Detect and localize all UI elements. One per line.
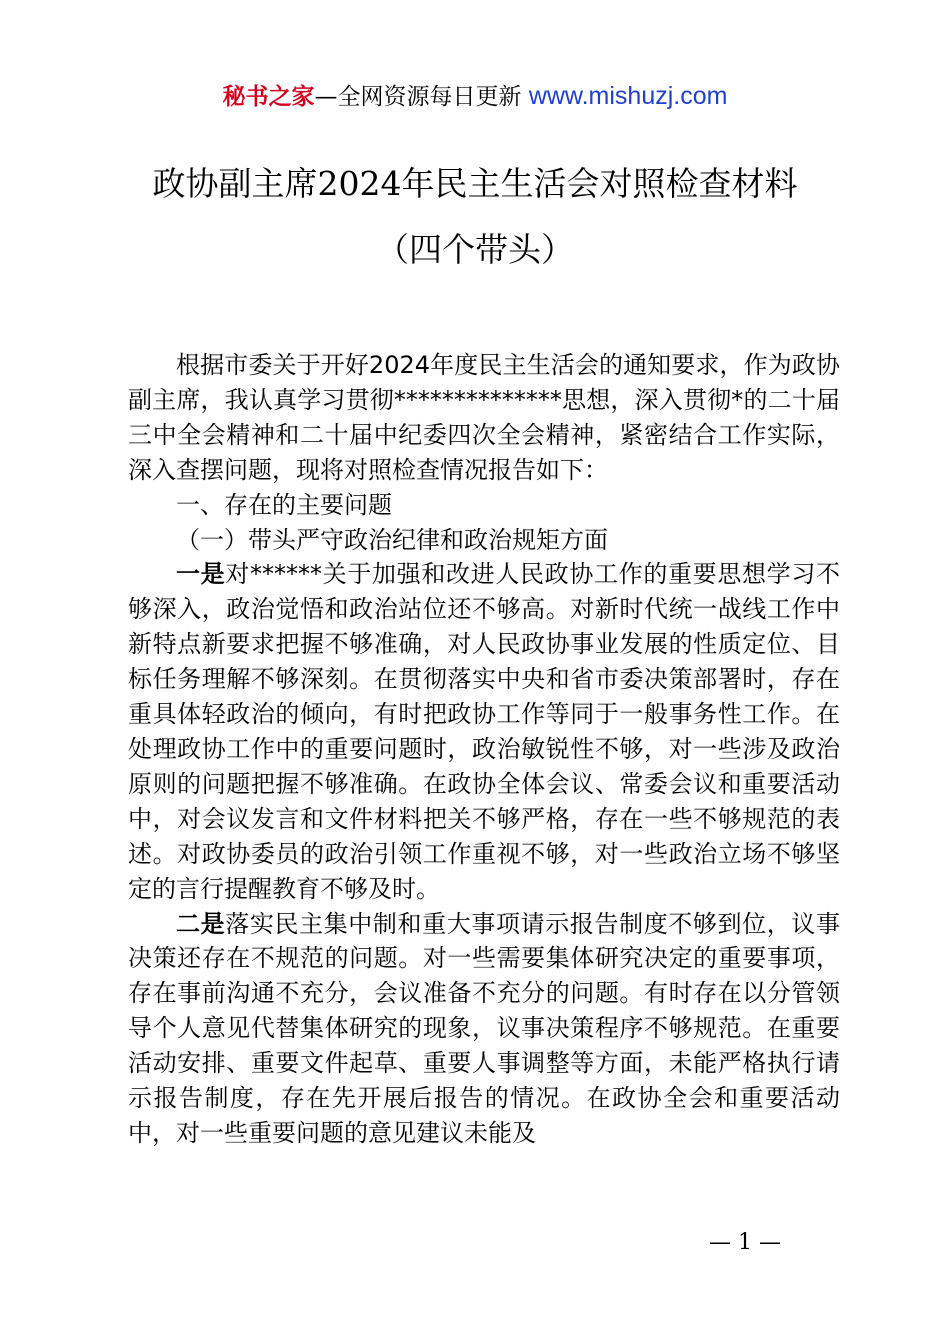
point-paragraph-1 [128,557,840,906]
document-body [128,348,840,1151]
point-lead-1: 一是 [176,560,226,589]
point-lead-2: 二是 [176,909,226,938]
page-number-text: — 1 — [709,1230,781,1255]
page-number [0,1230,950,1255]
section-heading: 一、存在的主要问题 [176,490,392,519]
document-subtitle: （四个带头） [376,230,574,269]
banner-tagline: —全网资源每日更新 [314,84,529,110]
subsection-heading: （一）带头严守政治纪律和政治规矩方面 [176,525,608,554]
point-text-2: 落实民主集中制和重大事项请示报告制度不够到位，议事决策还存在不规范的问题。对一些需要集体研究决定的重要事项，存在事前沟通不充分，会议准备不充分的问题。有时存在以分管领导个人意见代替集体研究的现象，议事决策程序不够规范。在重要活动安排、重要文件起草、重要人事调整等方面，未能严格执行请示报告制度，存在先开展后报告的情况。在政协全会和重要活动中，对一些重要问题的意见建议未能及 [128,909,841,1147]
point-paragraph-2 [128,907,840,1151]
banner-brand: 秘书之家 [222,84,315,110]
point-text-1: 对******关于加强和改进人民政协工作的重要思想学习不够深入，政治觉悟和政治站位还不够高。对新时代统一战线工作中新特点新要求把握不够准确，对人民政协事业发展的性质定位、目标任务理解不够深刻。在贯彻落实中央和省市委决策部署时，存在重具体轻政治的倾向，有时把政协工作等同于一般事务性工作。在处理政协工作中的重要问题时，政治敏锐性不够，对一些涉及政治原则的问题把握不够准确。在政协全体会议、常委会议和重要活动中，对会议发言和文件材料把关不够严格，存在一些不够规范的表述。对政协委员的政治引领工作重视不够，对一些政治立场不够坚定的言行提醒教育不够及时。 [128,560,841,903]
intro-paragraph: 根据市委关于开好2024年度民主生活会的通知要求，作为政协副主席，我认真学习贯彻**************思想，深入贯彻*的二十届三中全会精神和二十届中纪委四次全会精神，紧密结合工作实际，深入查摆问题，现将对照检查情况报告如下： [128,351,840,484]
site-banner [0,79,950,114]
document-title: 政协副主席2024年民主生活会对照检查材料 [152,164,798,203]
banner-url-link[interactable]: www.mishuzj.com [528,82,728,110]
